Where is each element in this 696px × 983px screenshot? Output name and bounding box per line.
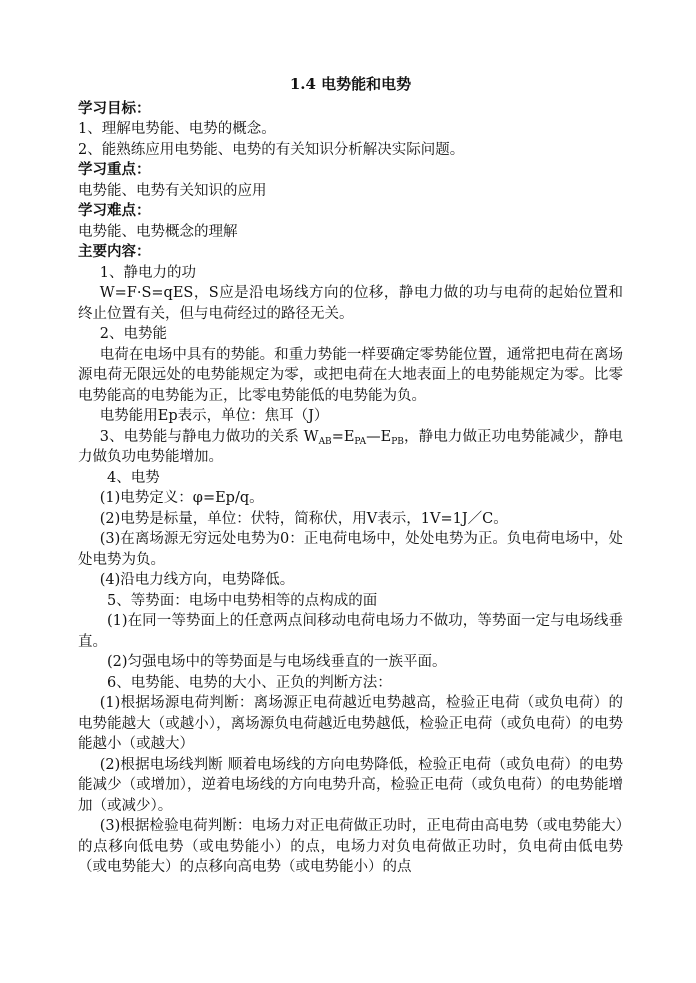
section6-item-1: (1)根据场源电荷判断：离场源正电荷越近电势越高，检验正电荷（或负电荷）的电势能越大（或越小），离场源负电荷越近电势越低，检验正电荷（或负电荷）的电势能越小（或越大）: [78, 695, 623, 752]
goals-heading: 学习目标：: [78, 100, 151, 117]
difficulty-text: 电势能、电势概念的理解: [78, 223, 238, 240]
focus-text: 电势能、电势有关知识的应用: [78, 182, 267, 199]
goal-item-2: 2、能熟练应用电势能、电势的有关知识分析解决实际问题。: [78, 141, 465, 158]
section4-item-4: (4)沿电力线方向，电势降低。: [99, 572, 295, 588]
goal-item-1: 1、理解电势能、电势的概念。: [78, 121, 276, 137]
section6-item-3: (3)根据检验电荷判断：电场力对正电荷做正功时，正电荷由高电势（或电势能大）的点移向低电势（或电势能小）的点，电场力对负电荷做正功时，负电荷由低电势（或电势能大）的点移向高电势（或电势能小）的点: [78, 818, 623, 875]
focus-heading: 学习重点：: [78, 162, 151, 178]
section4-item-1: (1)电势定义：φ=Ep/q。: [99, 490, 264, 506]
s3-part-a: 3、电势能与静电力做功的关系 W: [99, 428, 319, 445]
difficulty-heading: 学习难点：: [78, 203, 151, 219]
s3-sub-pb: PB: [391, 436, 404, 447]
content-heading: 主要内容：: [78, 244, 151, 260]
section5-item-2: (2)匀强电场中的等势面是与电场线垂直的一族平面。: [107, 654, 447, 670]
section5-title: 5、等势面：电场中电势相等的点构成的面: [107, 592, 378, 609]
document-title: 1.4 电势能和电势: [289, 75, 412, 93]
section5-item-1: (1)在同一等势面上的任意两点间移动电荷电场力不做功，等势面一定与电场线垂直。: [78, 613, 623, 650]
section2-unit: 电势能用Ep表示，单位：焦耳（J）: [99, 408, 329, 424]
s3-sub-ab: AB: [318, 436, 332, 447]
section4-title: 4、电势: [107, 469, 160, 486]
s3-part-c: —E: [366, 428, 392, 445]
section4-item-2: (2)电势是标量，单位：伏特，简称伏，用V表示，1V=1J／C。: [99, 510, 508, 527]
section3-text: [78, 427, 623, 468]
s3-part-d: ，静电力做正功电势能减少，静电力做负功电势能增加。: [78, 428, 623, 465]
s3-part-b: =E: [331, 428, 355, 445]
section1-title: 1、静电力的功: [99, 264, 196, 281]
section2-title: 2、电势能: [99, 326, 167, 342]
section6-title: 6、电势能、电势的大小、正负的判断方法：: [107, 674, 392, 691]
section6-item-2: (2)根据电场线判断 顺着电场线的方向电势降低，检验正电荷（或负电荷）的电势能减少（或增加），逆着电场线的方向电势升高，检验正电荷（或负电荷）的电势能增加（或减少）。: [78, 756, 623, 814]
section1-text: W=F·S=qES，S应是沿电场线方向的位移，静电力做的功与电荷的起始位置和终止位置有关，但与电荷经过的路径无关。: [78, 285, 623, 322]
s3-sub-pa: PA: [354, 436, 367, 447]
document-page: [78, 74, 623, 878]
section2-text: 电荷在电场中具有的势能。和重力势能一样要确定零势能位置，通常把电荷在离场源电荷无限远处的电势能规定为零，或把电荷在大地表面上的电势能规定为零。比零电势能高的电势能为正，比零电势能低的电势能为负。: [78, 346, 623, 404]
section4-item-3: (3)在离场源无穷远处电势为0：正电荷电场中，处处电势为正。负电荷电场中，处处电势为负。: [78, 531, 623, 568]
